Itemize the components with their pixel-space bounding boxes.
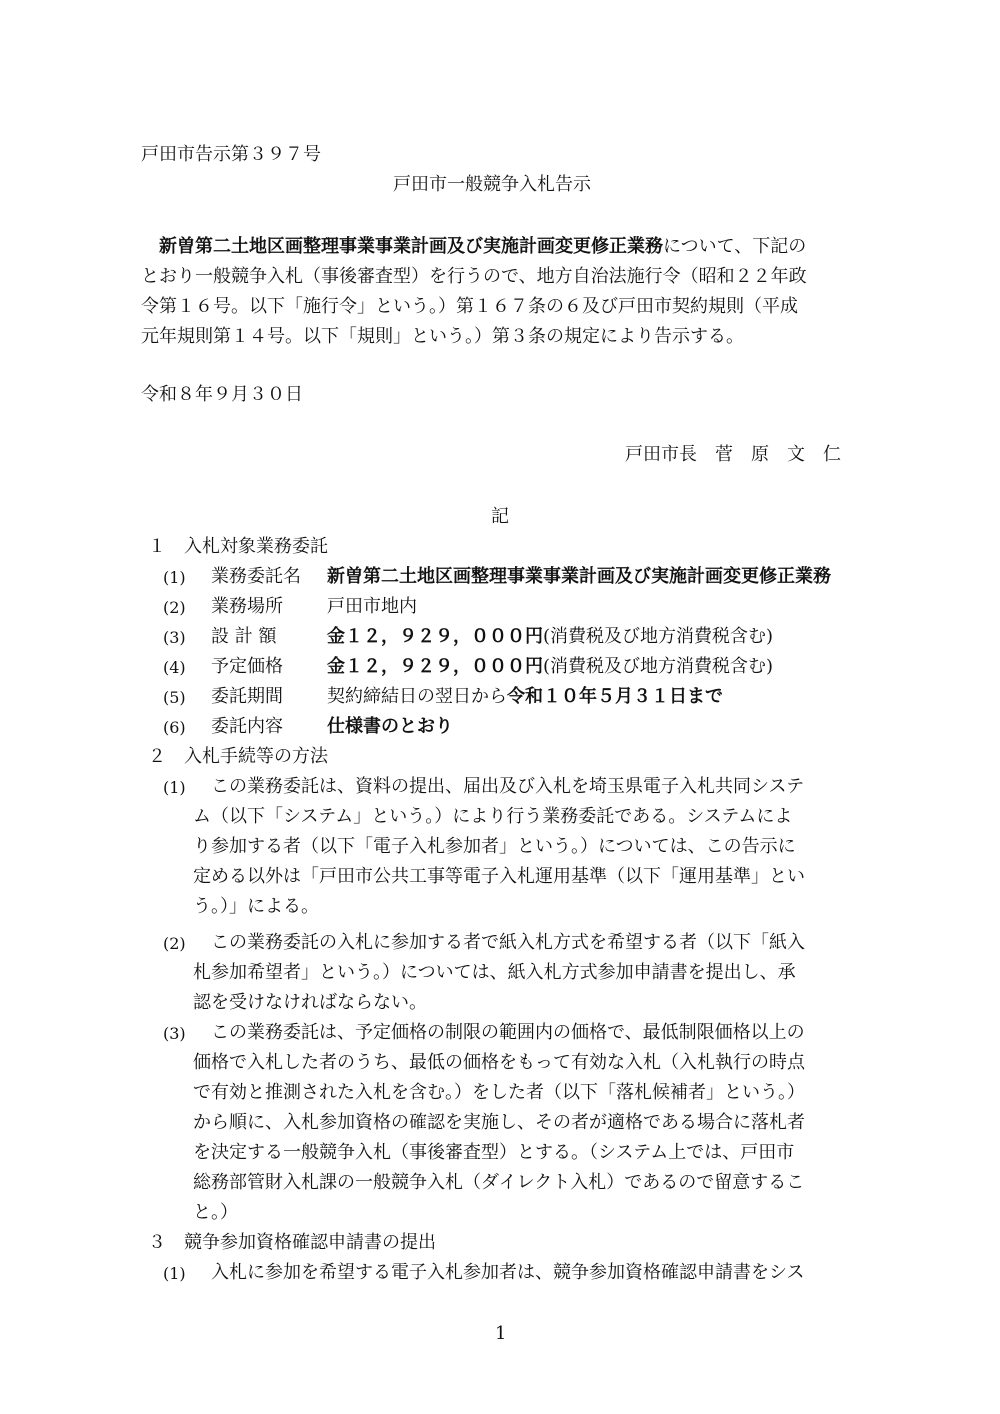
ki-heading: 記 — [491, 506, 509, 527]
intro-paragraph: 新曽第二土地区画整理事業事業計画及び実施計画変更修正業務について、下記の とおり一般競争入札（事後審査型）を行うので、地方自治法施行令（昭和２２年政 令第１６号。以下「施行令」という。）第１６７条の６及び戸田市契約規則（平成 元年規則第１４号。以下「規則」という。）第３条の規定により告示する。 — [141, 236, 807, 347]
document-page: 戸田市告示第３９７号 戸田市一般競争入札告示 新曽第二土地区画整理事業事業計画及び実施計画変更修正業務について、下記の とおり一般競争入札（事後審査型）を行うので、地方自治法施行令（昭和２２年政 令第１６号。以下「施行令」という。）第１６７条の６及び戸田市契約規則（平成 元年規則第１４号。以下「規則」という。）第３条の規定により告示する。 令和８年９月３０日 戸田市長 菅 原 文 仁 記 １ 入札対象業務委託 (1) 業務委託名 新曽第二土地区画整理事業事業計画及び実施計画変更修正業務 (2) 業務場所 戸田市地内 (3) 設 計 額 金１２，９２９，０００円(消費税及び地方消費税含む) (4) 予定価格 金１２，９２９，０００円(消費税及び地方消費税含む) (5) 委託期間 契約締結日の翌日から令和１０年５月３１日まで (6) 委託内容 仕様書のとおり ２ 入札手続等の方法 (1) この業務委託は、資料の提出、届出及び入札を埼玉県電子入札共同システ ム（以下「システム」という。）により行う業務委託である。システムによ り参加する者（以下「電子入札参加者」という。）については、この告示に 定める以外は「戸田市公共工事等電子入札運用基準（以下「運用基準」とい う。）」による。 (2) この業務委託の入札に参加する者で紙入札方式を希望する者（以下「紙入 札参加希望者」という。）については、紙入札方式参加申請書を提出し、承 認を受けなければならない。 (3) この業務委託は、予定価格の制限の範囲内の価格で、最低制限価格以上の 価格で入札した者のうち、最低の価格をもって有効な入札（入札執行の時点 で有効と推測された入札を含む。）をした者（以下「落札候補者」という。） から順に、入札参加資格の確認を実施し、その者が適格である場合に落札者 を決定する一般競争入札（事後審査型）とする。（システム上では、戸田市 総務部管財入札課の一般競争入札（ダイレクト入札）であるので留意するこ と。） ３ 競争参加資格確認申請書の提出 (1) 入札に参加を希望する電子入札参加者は、競争参加資格確認申請書をシス 1 — [0, 0, 1000, 1414]
notice-date: 令和８年９月３０日 — [141, 384, 303, 405]
signer: 戸田市長 菅 原 文 仁 — [625, 444, 841, 465]
item-value: 仕様書のとおり — [327, 716, 453, 737]
item-label: 業務委託名 — [211, 566, 301, 587]
item-label: 業務場所 — [211, 596, 283, 617]
section1-heading: １ 入札対象業務委託 — [148, 536, 328, 557]
item-label: 委託期間 — [211, 686, 283, 707]
item-value: 契約締結日の翌日から令和１０年５月３１日まで — [327, 686, 723, 707]
item-label: 設 計 額 — [211, 626, 277, 647]
item-label: 予定価格 — [211, 656, 283, 677]
section3-heading: ３ 競争参加資格確認申請書の提出 — [148, 1232, 436, 1253]
document-title: 戸田市一般競争入札告示 — [393, 174, 591, 195]
notice-number: 戸田市告示第３９７号 — [141, 144, 321, 165]
item-value: 金１２，９２９，０００円(消費税及び地方消費税含む) — [327, 656, 774, 677]
item-label: 委託内容 — [211, 716, 283, 737]
item-value: 金１２，９２９，０００円(消費税及び地方消費税含む) — [327, 626, 774, 647]
page-number: 1 — [495, 1323, 507, 1344]
item-value: 戸田市地内 — [327, 596, 417, 617]
project-name: 新曽第二土地区画整理事業事業計画及び実施計画変更修正業務 — [159, 236, 663, 257]
item-value: 新曽第二土地区画整理事業事業計画及び実施計画変更修正業務 — [327, 566, 831, 587]
section2-heading: ２ 入札手続等の方法 — [148, 746, 328, 767]
